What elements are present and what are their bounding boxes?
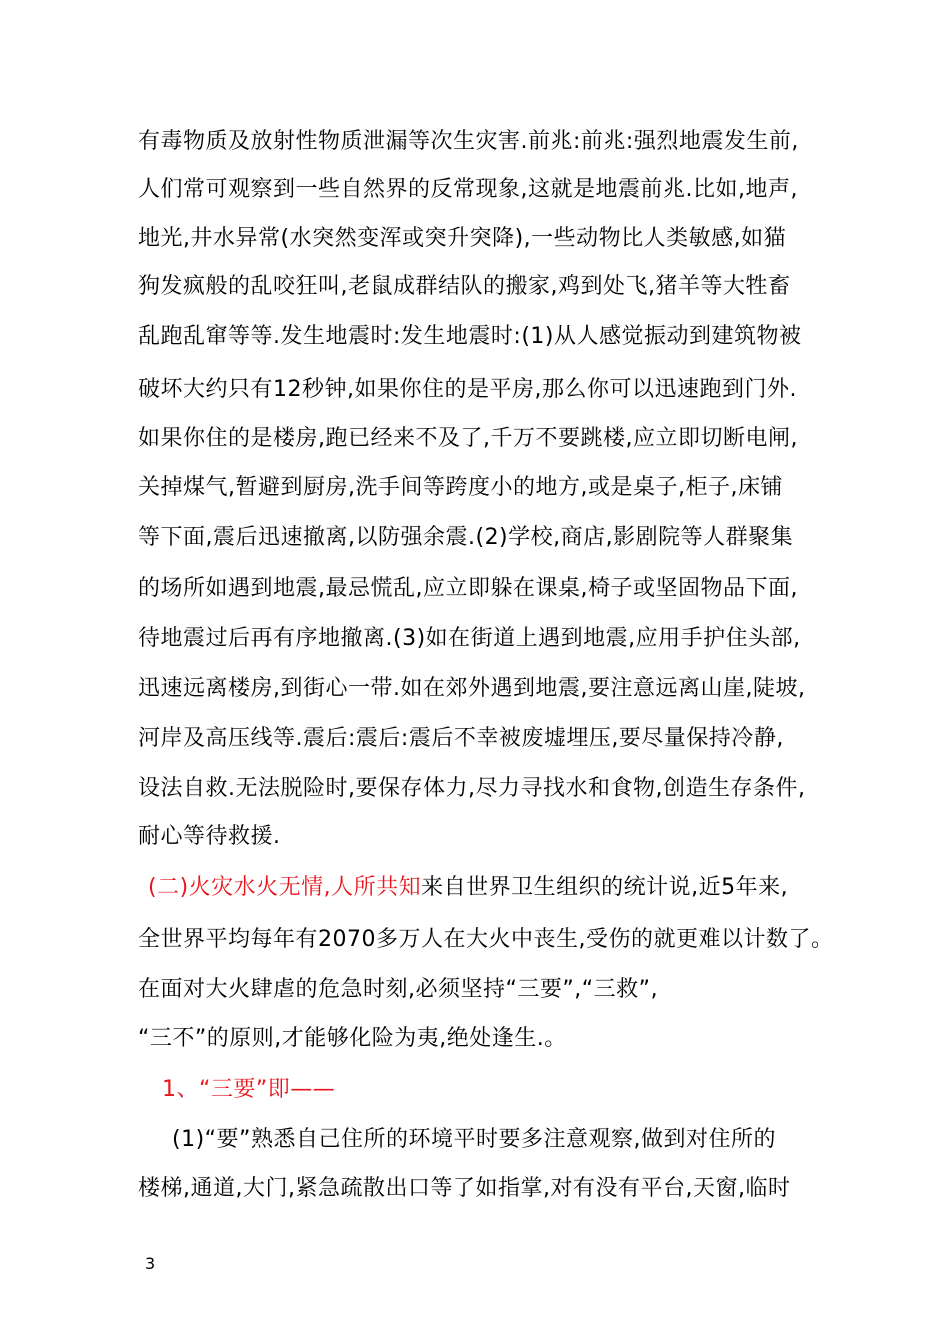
text-line: 如果你住的是楼房,跑已经来不及了,千万不要跳楼,应立即切断电闸, <box>138 426 798 451</box>
section-text: 来自世界卫生组织的统计说,近5年来, <box>421 875 789 900</box>
text-line: 迅速远离楼房,到街心一带.如在郊外遇到地震,要注意远离山崖,陡坡, <box>138 676 806 701</box>
section-heading-fire: (二)火灾水火无情,人所共知 <box>148 875 422 900</box>
text-line: 人们常可观察到一些自然界的反常现象,这就是地震前兆.比如,地声, <box>138 177 798 202</box>
text-line: 河岸及高压线等.震后:震后:震后不幸被废墟埋压,要尽量保持冷静, <box>138 726 784 751</box>
text-line: (1)“要”熟悉自己住所的环境平时要多注意观察,做到对住所的 <box>172 1127 776 1152</box>
text-line: 关掉煤气,暂避到厨房,洗手间等跨度小的地方,或是桌子,柜子,床铺 <box>138 475 783 500</box>
text-line: 设法自救.无法脱险时,要保存体力,尽力寻找水和食物,创造生存条件, <box>138 776 806 801</box>
text-line: 待地震过后再有序地撤离.(3)如在街道上遇到地震,应用手护住头部, <box>138 626 801 651</box>
text-line: 等下面,震后迅速撤离,以防强余震.(2)学校,商店,影剧院等人群聚集 <box>138 525 794 550</box>
section-heading-line <box>148 873 848 903</box>
text-line: 有毒物质及放射性物质泄漏等次生灾害.前兆:前兆:强烈地震发生前, <box>138 129 799 154</box>
text-line: “三不”的原则,才能够化险为夷,绝处逢生.。 <box>138 1026 567 1051</box>
text-line: 地光,井水异常(水突然变浑或突升突降),一些动物比人类敏感,如猫 <box>138 226 787 251</box>
text-line: 全世界平均每年有2070多万人在大火中丧生,受伤的就更难以计数了。 <box>138 927 834 952</box>
text-line: 破坏大约只有12秒钟,如果你住的是平房,那么你可以迅速跑到门外. <box>138 377 797 402</box>
text-line: 狗发疯般的乱咬狂叫,老鼠成群结队的搬家,鸡到处飞,猪羊等大牲畜 <box>138 274 791 299</box>
subheading-three-musts: 1、“三要”即—— <box>162 1077 336 1102</box>
page-number: 3 <box>145 1254 156 1273</box>
text-line: 在面对大火肆虐的危急时刻,必须坚持“三要”,“三救”, <box>138 977 659 1002</box>
text-line: 的场所如遇到地震,最忌慌乱,应立即躲在课桌,椅子或坚固物品下面, <box>138 576 798 601</box>
text-line: 楼梯,通道,大门,紧急疏散出口等了如指掌,对有没有平台,天窗,临时 <box>138 1176 791 1201</box>
text-line: 乱跑乱窜等等.发生地震时:发生地震时:(1)从人感觉振动到建筑物被 <box>138 324 802 349</box>
text-line: 耐心等待救援. <box>138 824 281 849</box>
